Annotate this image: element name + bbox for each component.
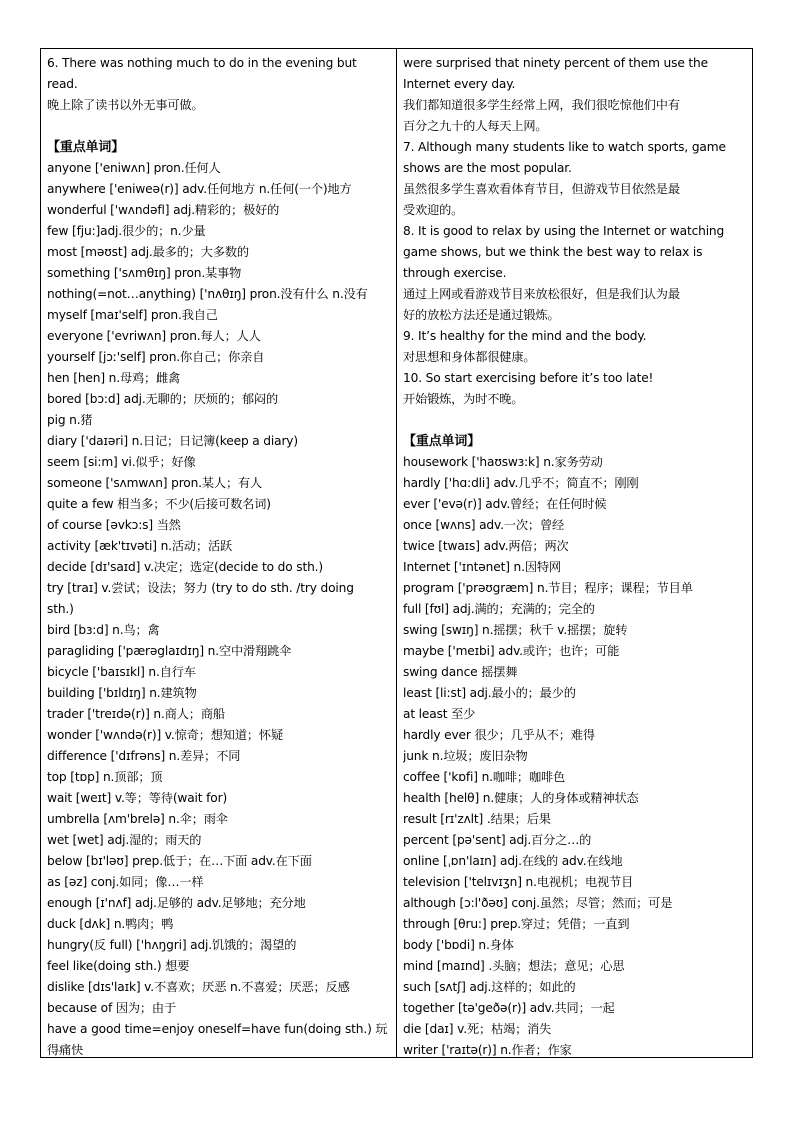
vocab-entry: hardly ever 很少；几乎从不；难得 (403, 728, 595, 742)
sentence-line: 对思想和身体都很健康。 (403, 350, 536, 364)
vocab-entry: writer ['raɪtə(r)] n.作者；作家 (403, 1043, 572, 1057)
vocab-entry: mind [maɪnd] .头脑；想法；意见；心思 (403, 959, 625, 973)
vocab-entry: below [bɪ'ləʊ] prep.低于；在…下面 adv.在下面 (47, 854, 312, 868)
sentence-line: 虽然很多学生喜欢看体育节目，但游戏节目依然是最 (403, 182, 680, 196)
vocab-entry: have a good time=enjoy oneself=have fun(doing sth.) 玩 (47, 1022, 388, 1036)
vocab-entry: wet [wet] adj.湿的；雨天的 (47, 833, 202, 847)
sentence-line: 8. It is good to relax by using the Internet or watching (403, 224, 725, 238)
vocab-entry: online [ˌɒn'laɪn] adj.在线的 adv.在线地 (403, 854, 623, 868)
sentence-line: 受欢迎的。 (403, 203, 464, 217)
vocab-entry: health [helθ] n.健康；人的身体或精神状态 (403, 791, 639, 805)
vocab-entry: percent [pə'sent] adj.百分之…的 (403, 833, 592, 847)
vocab-entry: hardly ['hɑ:dli] adv.几乎不；简直不；刚刚 (403, 476, 639, 490)
vocab-entry: someone ['sʌmwʌn] pron.某人；有人 (47, 476, 263, 490)
vocab-entry: through [θru:] prep.穿过；凭借；一直到 (403, 917, 630, 931)
vocab-entry: 得痛快 (47, 1043, 84, 1057)
vocab-entry: paragliding ['pærəglaɪdɪŋ] n.空中滑翔跳伞 (47, 644, 292, 658)
vocab-entry: building ['bɪldɪŋ] n.建筑物 (47, 686, 197, 700)
vocabulary-table (40, 48, 753, 1058)
right-column (397, 49, 752, 1057)
vocab-entry: swing dance 摇摆舞 (403, 665, 518, 679)
vocab-entry: sth.) (47, 602, 74, 616)
sentence-line: 好的放松方法还是通过锻炼。 (403, 308, 560, 322)
vocab-entry: wonderful ['wʌndəfl] adj.精彩的；极好的 (47, 203, 280, 217)
vocab-entry: quite a few 相当多；不少(后接可数名词) (47, 497, 271, 511)
vocab-entry: such [sʌtʃ] adj.这样的；如此的 (403, 980, 576, 994)
vocab-entry: yourself [jɔː'self] pron.你自己；你亲自 (47, 350, 265, 364)
vocab-entry: hen [hen] n.母鸡；雌禽 (47, 371, 181, 385)
vocab-entry: twice [twaɪs] adv.两倍；两次 (403, 539, 569, 553)
sentence-line: were surprised that ninety percent of them use the (403, 56, 708, 70)
sentence-line: Internet every day. (403, 77, 516, 91)
key-words-heading: 【重点单词】 (47, 140, 125, 155)
vocab-entry: maybe ['meɪbi] adv.或许；也许；可能 (403, 644, 620, 658)
vocab-entry: seem [si:m] vi.似乎；好像 (47, 455, 196, 469)
vocab-entry: anywhere ['eniweə(r)] adv.任何地方 n.任何(一个)地方 (47, 182, 352, 196)
vocab-entry: die [daɪ] v.死；枯竭；消失 (403, 1022, 552, 1036)
vocab-entry: activity [æk'tɪvəti] n.活动；活跃 (47, 539, 233, 553)
vocab-entry: few [fju:]adj.很少的；n.少量 (47, 224, 206, 238)
vocab-entry: bird [bɜ:d] n.鸟；禽 (47, 623, 160, 637)
vocab-entry: as [əz] conj.如同；像…一样 (47, 875, 204, 889)
vocab-entry: program ['prəʊgræm] n.节目；程序；课程；节目单 (403, 581, 693, 595)
vocab-entry: nothing(=not…anything) ['nʌθɪŋ] pron.没有什么 n.没有 (47, 287, 368, 301)
vocab-entry: of course [əvkɔ:s] 当然 (47, 518, 181, 532)
sentence-6-english-line-1: 6. There was nothing much to do in the evening but (47, 56, 357, 70)
vocab-entry: swing [swɪŋ] n.摇摆；秋千 v.摇摆；旋转 (403, 623, 628, 637)
vocab-entry: although [ɔ:l'ðəʊ] conj.虽然；尽管；然而；可是 (403, 896, 673, 910)
sentence-line: 通过上网或看游戏节目来放松很好，但是我们认为最 (403, 287, 680, 301)
vocab-entry: least [li:st] adj.最小的；最少的 (403, 686, 576, 700)
sentence-line: 10. So start exercising before it’s too late! (403, 371, 654, 385)
vocab-entry: body ['bɒdi] n.身体 (403, 938, 514, 952)
sentence-6-chinese: 晚上除了读书以外无事可做。 (47, 98, 204, 112)
right-word-list (403, 452, 746, 1057)
vocab-entry: housework ['haʊswɜ:k] n.家务劳动 (403, 455, 603, 469)
vocab-entry: hungry(反 full) ['hʌŋgri] adj.饥饿的；渴望的 (47, 938, 297, 952)
vocab-entry: difference ['dɪfrəns] n.差异；不同 (47, 749, 241, 763)
vocab-entry: junk n.垃圾；废旧杂物 (403, 749, 528, 763)
vocab-entry: coffee ['kɒfi] n.咖啡；咖啡色 (403, 770, 566, 784)
vocab-entry: together [tə'geðə(r)] adv.共同；一起 (403, 1001, 615, 1015)
vocab-entry: everyone ['evriwʌn] pron.每人；人人 (47, 329, 261, 343)
vocab-entry: most [məʊst] adj.最多的；大多数的 (47, 245, 249, 259)
sentence-line: 开始锻炼，为时不晚。 (403, 392, 524, 406)
vocab-entry: dislike [dɪs'laɪk] v.不喜欢；厌恶 n.不喜爱；厌恶；反感 (47, 980, 350, 994)
vocab-entry: top [tɒp] n.顶部；顶 (47, 770, 163, 784)
spacer (403, 410, 746, 431)
vocab-entry: wait [weɪt] v.等；等待(wait for) (47, 791, 228, 805)
vocab-entry: decide [dɪ'saɪd] v.决定；选定(decide to do sth.) (47, 560, 323, 574)
vocab-entry: try [traɪ] v.尝试；设法；努力 (try to do sth. /try doing (47, 581, 354, 595)
vocab-entry: diary ['daɪəri] n.日记；日记簿(keep a diary) (47, 434, 298, 448)
spacer (47, 116, 390, 137)
vocab-entry: umbrella [ʌm'brelə] n.伞；雨伞 (47, 812, 228, 826)
sentence-line: game shows, but we think the best way to relax is (403, 245, 703, 259)
sentence-line: 9. It’s healthy for the mind and the body. (403, 329, 647, 343)
vocab-entry: duck [dʌk] n.鸭肉；鸭 (47, 917, 174, 931)
vocab-entry: something ['sʌmθɪŋ] pron.某事物 (47, 266, 242, 280)
vocab-entry: wonder ['wʌndə(r)] v.惊奇；想知道；怀疑 (47, 728, 283, 742)
key-words-heading: 【重点单词】 (403, 434, 481, 449)
vocab-entry: anyone ['eniwʌn] pron.任何人 (47, 161, 221, 175)
vocab-entry: myself [maɪ'self] pron.我自己 (47, 308, 218, 322)
vocab-entry: feel like(doing sth.) 想要 (47, 959, 190, 973)
vocab-entry: because of 因为；由于 (47, 1001, 177, 1015)
sentence-line: 百分之九十的人每天上网。 (403, 119, 548, 133)
vocab-entry: enough [ɪ'nʌf] adj.足够的 adv.足够地；充分地 (47, 896, 306, 910)
vocab-entry: at least 至少 (403, 707, 476, 721)
vocab-entry: bicycle ['baɪsɪkl] n.自行车 (47, 665, 196, 679)
right-sentence-list (403, 53, 746, 410)
vocab-entry: ever ['evə(r)] adv.曾经；在任何时候 (403, 497, 607, 511)
vocab-entry: bored [bɔ:d] adj.无聊的；厌烦的；郁闷的 (47, 392, 279, 406)
vocab-entry: television ['telɪvɪʒn] n.电视机；电视节目 (403, 875, 634, 889)
vocab-entry: Internet ['ɪntənet] n.因特网 (403, 560, 561, 574)
sentence-line: 我们都知道很多学生经常上网，我们很吃惊他们中有 (403, 98, 680, 112)
left-word-list (47, 158, 390, 1057)
vocab-entry: result [rɪ'zʌlt] .结果；后果 (403, 812, 551, 826)
sentence-6-english-line-2: read. (47, 77, 78, 91)
left-column (41, 49, 397, 1057)
vocab-entry: once [wʌns] adv.一次；曾经 (403, 518, 565, 532)
sentence-line: through exercise. (403, 266, 507, 280)
vocab-entry: trader ['treɪdə(r)] n.商人；商船 (47, 707, 225, 721)
sentence-line: 7. Although many students like to watch sports, game (403, 140, 726, 154)
sentence-line: shows are the most popular. (403, 161, 572, 175)
vocab-entry: pig n.猪 (47, 413, 93, 427)
vocab-entry: full [fʊl] adj.满的；充满的；完全的 (403, 602, 595, 616)
